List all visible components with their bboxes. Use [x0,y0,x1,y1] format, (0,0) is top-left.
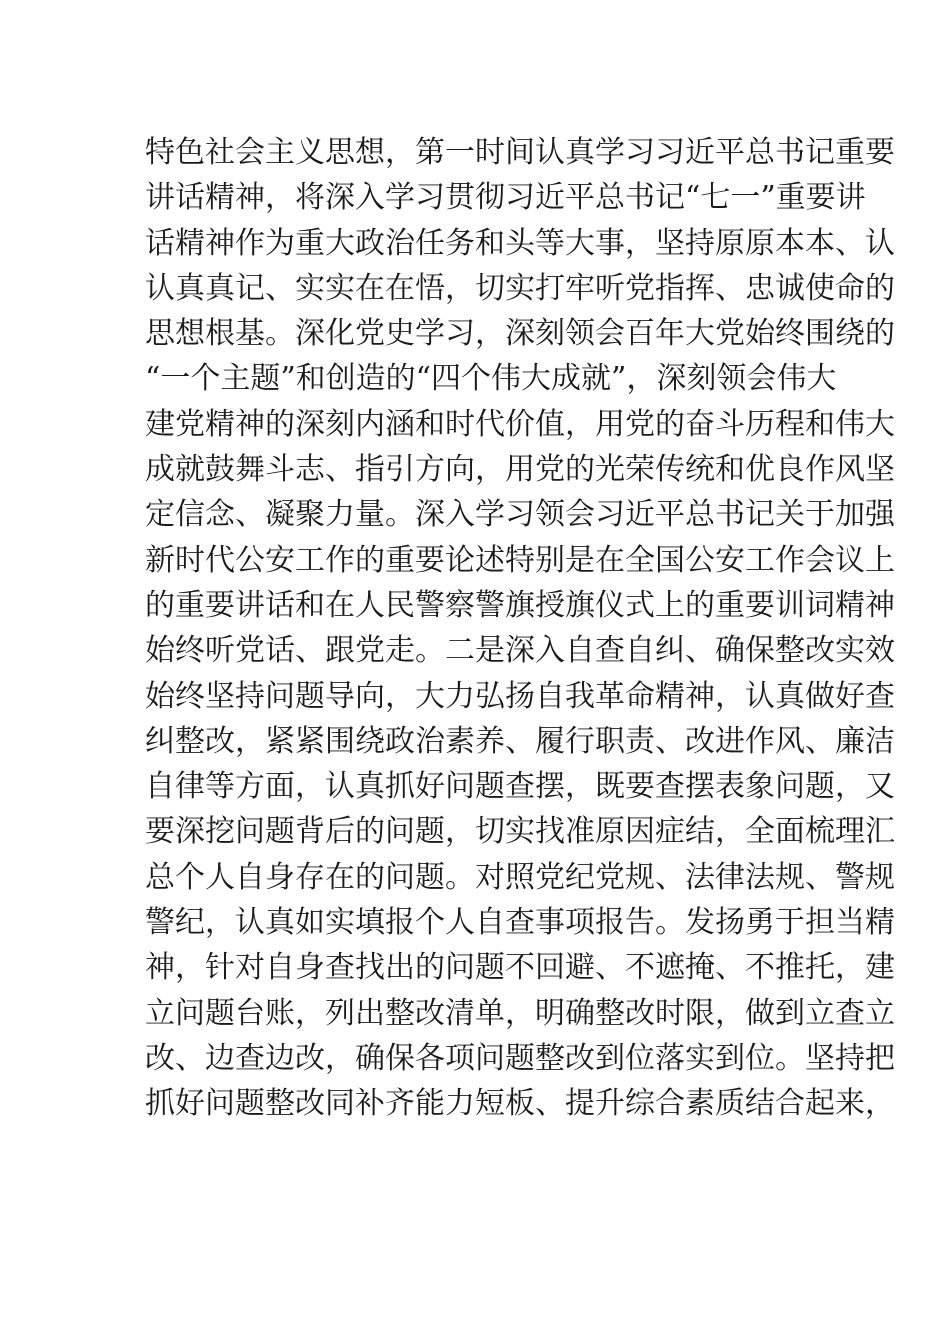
text-line: 总个人自身存在的问题。对照党纪党规、法律法规、警规 [145,859,895,895]
text-line: 要深挖问题背后的问题，切实找准原因症结，全面梳理汇 [145,814,895,850]
text-line: 话精神作为重大政治任务和头等大事，坚持原原本本、认 [145,225,895,261]
text-line: 特色社会主义思想，第一时间认真学习习近平总书记重要 [145,135,895,170]
body-paragraph [145,130,895,1127]
text-line: 改、边查边改，确保各项问题整改到位落实到位。坚持把 [145,1040,895,1076]
text-line: 的重要讲话和在人民警察警旗授旗仪式上的重要训词精神 [145,587,895,623]
text-line: 神，针对自身查找出的问题不回避、不遮掩、不推托，建 [145,950,895,986]
text-line: 新时代公安工作的重要论述特别是在全国公安工作会议上 [145,542,895,578]
text-line: 定信念、凝聚力量。深入学习领会习近平总书记关于加强 [145,497,895,533]
text-line: 始终听党话、跟党走。二是深入自查自纠、确保整改实效 [145,633,895,669]
text-line: 警纪，认真如实填报个人自查事项报告。发扬勇于担当精 [145,905,895,941]
text-line: 始终坚持问题导向，大力弘扬自我革命精神，认真做好查 [145,678,895,714]
text-line: 讲话精神，将深入学习贯彻习近平总书记“七一”重要讲 [145,180,866,216]
text-line: 成就鼓舞斗志、指引方向，用党的光荣传统和优良作风坚 [145,452,895,488]
text-line: 抓好问题整改同补齐能力短板、提升综合素质结合起来， [145,1086,895,1122]
text-line: 自律等方面，认真抓好问题查摆，既要查摆表象问题，又 [145,769,895,805]
text-line: 建党精神的深刻内涵和时代价值，用党的奋斗历程和伟大 [145,406,895,442]
text-line: “一个主题”和创造的“四个伟大成就”，深刻领会伟大 [145,361,837,397]
text-line: 思想根基。深化党史学习，深刻领会百年大党始终围绕的 [145,316,895,352]
text-line: 认真真记、实实在在悟，切实打牢听党指挥、忠诚使命的 [145,270,895,306]
text-line: 纠整改，紧紧围绕政治素养、履行职责、改进作风、廉洁 [145,723,895,759]
text-line: 立问题台账，列出整改清单，明确整改时限，做到立查立 [145,995,895,1031]
